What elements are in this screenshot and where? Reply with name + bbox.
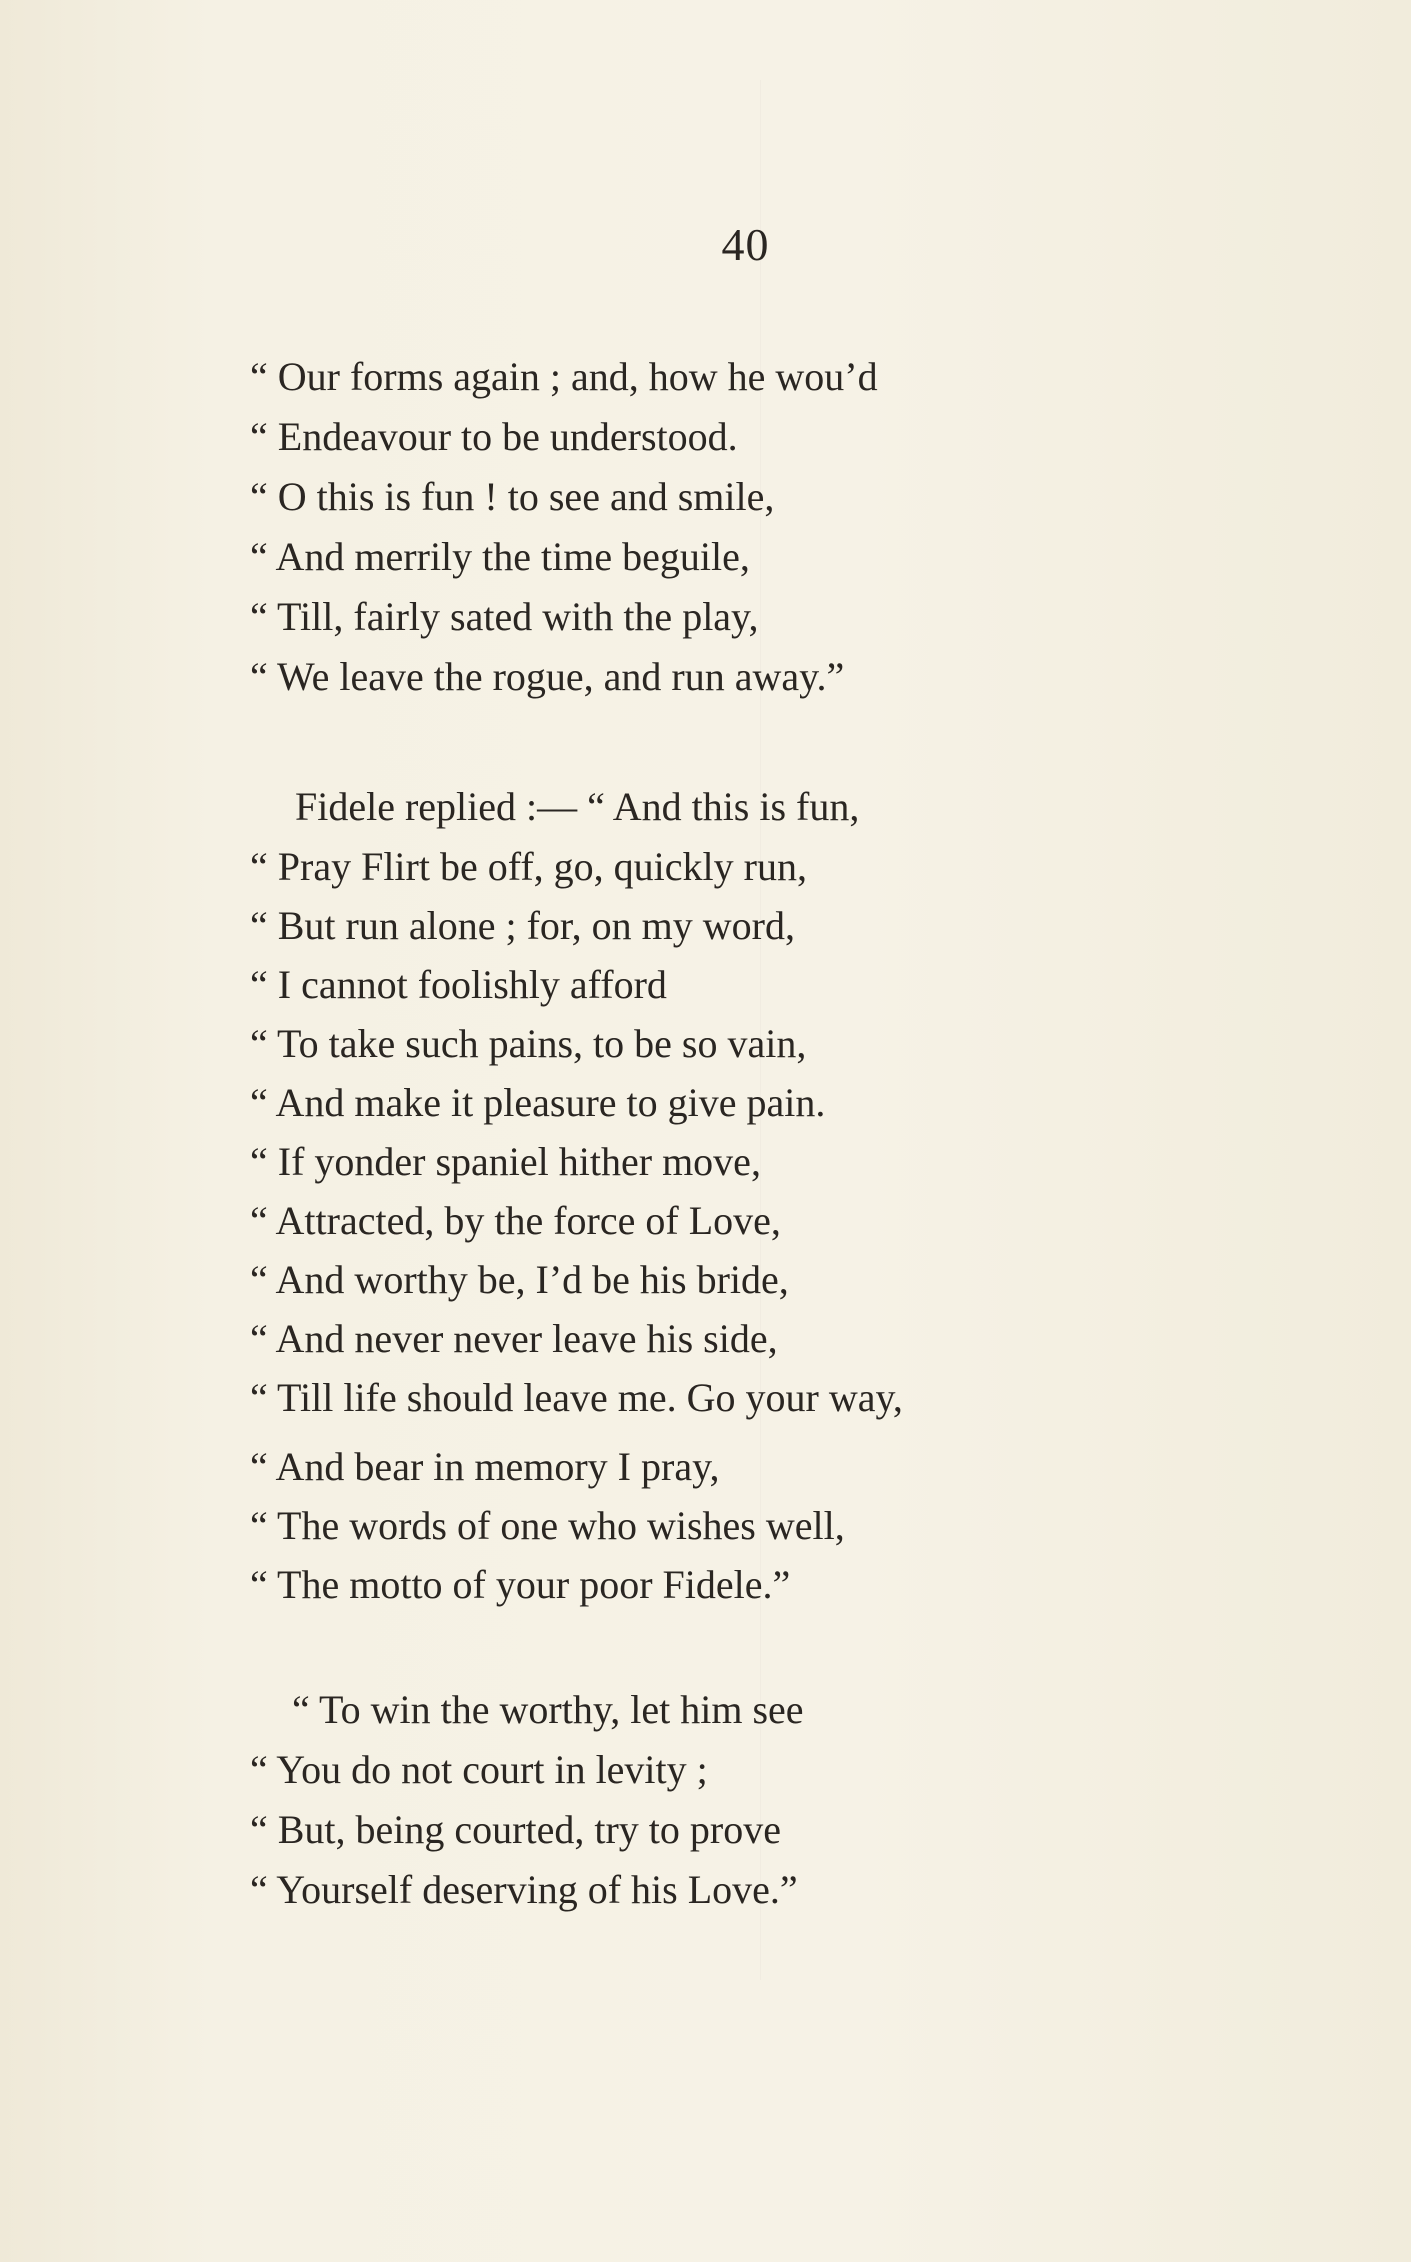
verse-line: “ You do not court in levity ; [250,1747,708,1792]
verse-line: “ The words of one who wishes well, [250,1503,845,1548]
verse-line: “ Yourself deserving of his Love.” [250,1867,798,1912]
verse-line: Fidele replied :— “ And this is fun, [295,784,860,829]
verse-line: “ And make it pleasure to give pain. [250,1080,826,1125]
verse-line: “ But, being courted, try to prove [250,1807,781,1852]
verse-line: “ And never never leave his side, [250,1316,778,1361]
verse-line: “ I cannot foolishly afford [250,962,667,1007]
verse-line: “ And merrily the time beguile, [250,534,750,579]
verse-line: “ Endeavour to be understood. [250,414,738,459]
verse-line: “ And bear in memory I pray, [250,1444,720,1489]
verse-line: “ But run alone ; for, on my word, [250,903,795,948]
verse-line: “ Attracted, by the force of Love, [250,1198,781,1243]
page-number: 40 [721,219,770,270]
verse-line: “ To win the worthy, let him see [292,1687,804,1732]
verse-line: “ Till life should leave me. Go your way, [250,1375,903,1420]
verse-line: “ We leave the rogue, and run away.” [250,654,845,699]
verse-line: “ O this is fun ! to see and smile, [250,474,775,519]
verse-line: “ Pray Flirt be off, go, quickly run, [250,844,807,889]
verse-line: “ If yonder spaniel hither move, [250,1139,761,1184]
verse-line: “ And worthy be, I’d be his bride, [250,1257,789,1302]
verse-line: “ Till, fairly sated with the play, [250,594,759,639]
verse-line: “ Our forms again ; and, how he wou’d [250,354,878,399]
verse-line: “ The motto of your poor Fidele.” [250,1562,791,1607]
verse-line: “ To take such pains, to be so vain, [250,1021,807,1066]
